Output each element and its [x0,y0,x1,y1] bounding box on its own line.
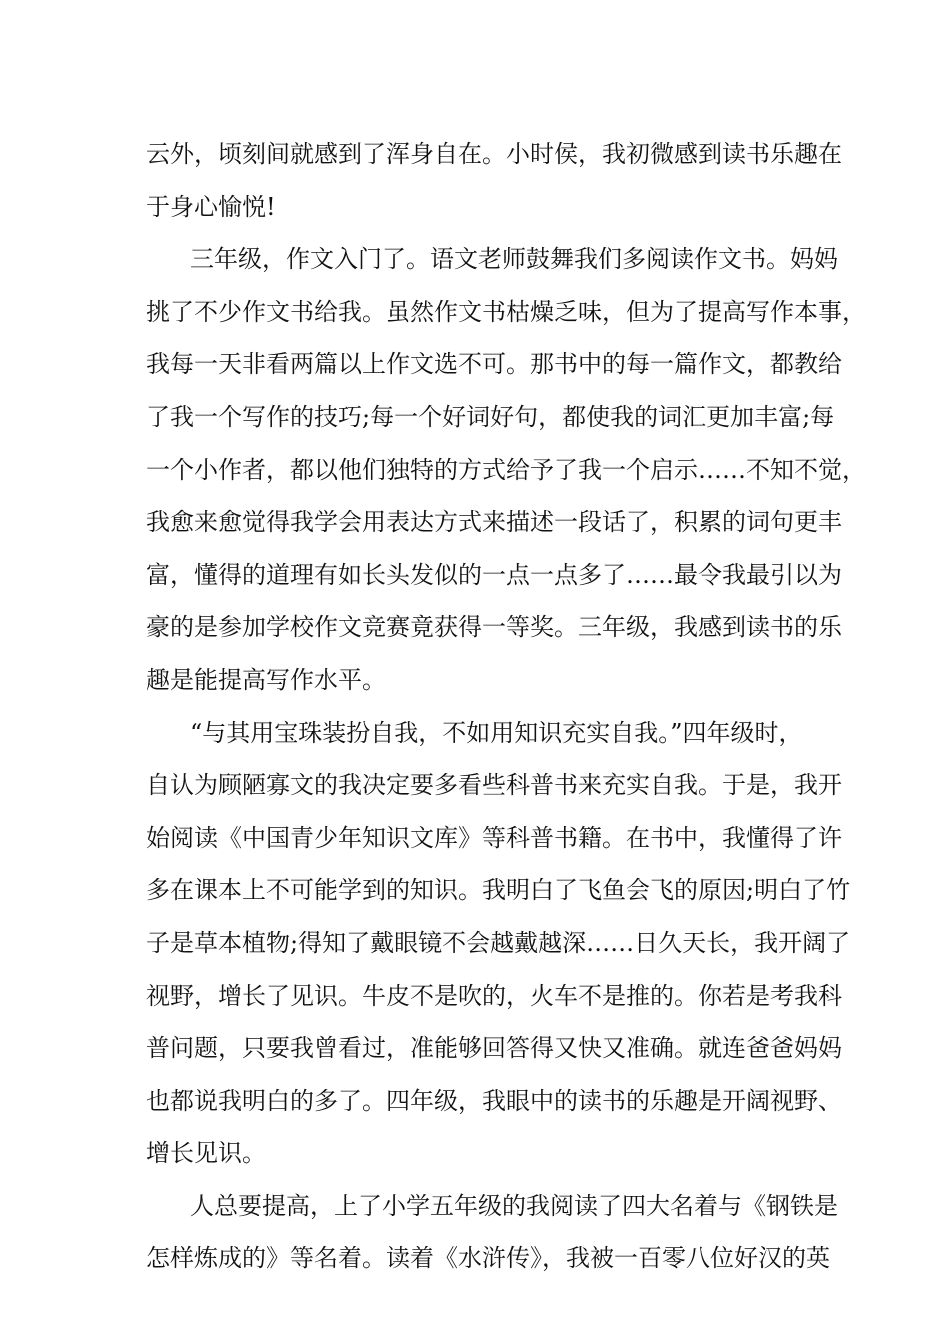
paragraph-first-line: 三年级，作文入门了。语文老师鼓舞我们多阅读作文书。妈妈 [190,245,838,274]
text-line: 云外，顷刻间就感到了浑身自在。小时侯，我初微感到读书乐趣在 [146,140,842,168]
text-line: 子是草本植物;得知了戴眼镜不会越戴越深……日久天长，我开阔了 [146,928,851,957]
text-line: 增长见识。 [146,1139,266,1168]
text-line: 我愈来愈觉得我学会用表达方式来描述一段话了，积累的词句更丰 [146,508,842,537]
body-text [146,128,866,1285]
text-line: 了我一个写作的技巧;每一个好词好句，都使我的词汇更加丰富;每 [146,402,835,431]
text-line: 富，懂得的道理有如长头发似的一点一点多了……最令我最引以为 [146,560,842,589]
text-line: 也都说我明白的多了。四年级，我眼中的读书的乐趣是开阔视野、 [146,1086,842,1115]
text-line: 趣是能提高写作水平。 [146,665,386,694]
paragraph-first-line: “与其用宝珠装扮自我，不如用知识充实自我。”四年级时， [190,718,803,747]
text-line: 挑了不少作文书给我。虽然作文书枯燥乏味，但为了提高写作本事， [146,297,866,326]
paragraph-first-line: 人总要提高，上了小学五年级的我阅读了四大名着与《钢铁是 [190,1191,838,1220]
text-line: 我每一天非看两篇以上作文选不可。那书中的每一篇作文，都教给 [146,350,842,379]
text-line: 豪的是参加学校作文竞赛竟获得一等奖。三年级，我感到读书的乐 [146,613,842,642]
text-line: 自认为顾陋寡文的我决定要多看些科普书来充实自我。于是，我开 [146,771,842,800]
text-line: 视野，增长了见识。牛皮不是吹的，火车不是推的。你若是考我科 [146,981,842,1010]
text-line: 于身心愉悦! [146,192,276,221]
text-line: 多在课本上不可能学到的知识。我明白了飞鱼会飞的原因;明白了竹 [146,876,851,905]
text-line: 怎样炼成的》等名着。读着《水浒传》，我被一百零八位好汉的英 [146,1244,830,1273]
text-line: 一个小作者，都以他们独特的方式给予了我一个启示……不知不觉， [146,455,866,484]
text-line: 普问题，只要我曾看过，准能够回答得又快又准确。就连爸爸妈妈 [146,1034,842,1063]
text-line: 始阅读《中国青少年知识文库》等科普书籍。在书中，我懂得了许 [146,823,842,852]
